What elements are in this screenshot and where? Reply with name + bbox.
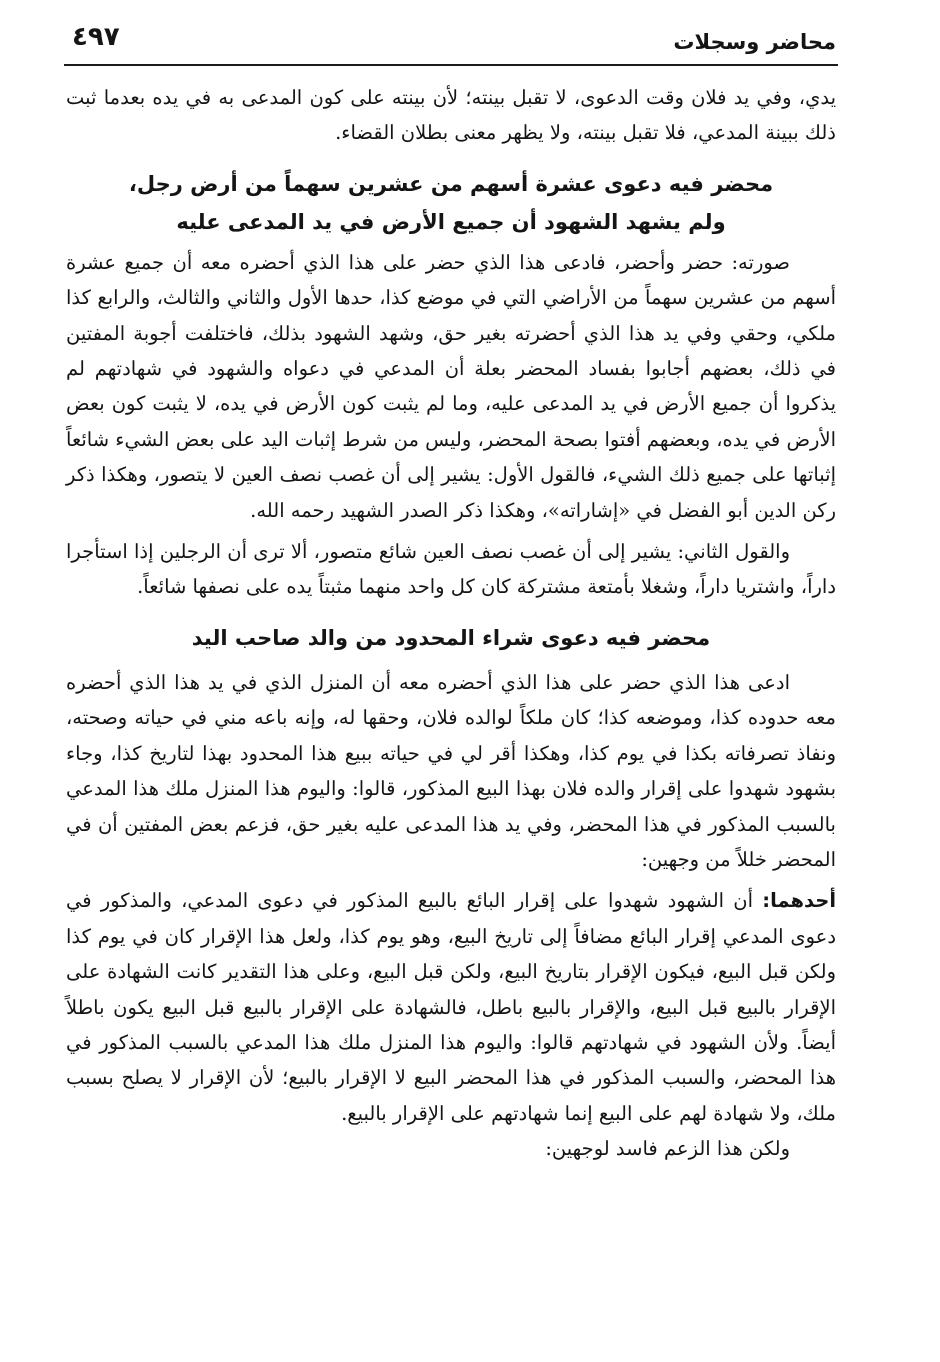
section-heading-1-line-1: محضر فيه دعوى عشرة أسهم من عشرين سهماً من أرض رجل، <box>128 171 774 196</box>
lead-in-term: أحدهما: <box>762 889 836 913</box>
section-heading-2-line: محضر فيه دعوى شراء المحدود من والد صاحب اليد <box>191 625 711 650</box>
paragraph-continuation: يدي، وفي يد فلان وقت الدعوى، لا تقبل بينته؛ لأن بينته على كون المدعى به في يده بعدما ثبت ذلك ببينة المدعي، فلا تقبل بينته، ولا يظهر معنى بطلان القضاء. <box>66 86 836 145</box>
running-title: محاضر وسجلات <box>673 30 836 54</box>
paragraph-second-opinion: والقول الثاني: يشير إلى أن غصب نصف العين شائع متصور، ألا ترى أن الرجلين إذا استأجرا داراً، واشتريا داراً، وشغلا بأمتعة مشتركة كان كل واحد منهما مثبتاً يده على نصفها شائعاً. <box>66 540 836 599</box>
page-number: ٤٩٧ <box>72 22 120 52</box>
paragraph-conclusion: ولكن هذا الزعم فاسد لوجهين: <box>545 1137 790 1161</box>
section-heading-2 <box>66 619 836 657</box>
paragraph-first-reason <box>66 883 836 1131</box>
paragraph-form: صورته: حضر وأحضر، فادعى هذا الذي حضر على هذا الذي أحضره معه أن جميع عشرة أسهم من عشرين سهماً من الأراضي التي في موضع كذا، حدها الأول والثاني والثالث، والرابع كذا ملكي، وحقي وفي يد هذا الذي أحضرته بغير حق، وشهد الشهود بذلك، فاختلفت أجوبة المفتين في ذلك، بعضهم أجابوا بفساد المحضر بعلة أن المدعي في دعواه والشهود في شهادتهم لم يذكروا أن جميع الأرض في يد المدعى عليه، وما لم يثبت كون الأرض في يده، لا يثبت كون بعض الأرض في يده، وبعضهم أفتوا بصحة المحضر، وليس من شرط إثبات اليد على بعض الشيء شائعاً إثباتها على جميع ذلك الشيء، فالقول الأول: يشير إلى أن غصب نصف العين لا يتصور، وهكذا ذكر ركن الدين أبو الفضل في «إشاراته»، وهكذا ذكر الصدر الشهيد رحمه الله. <box>66 250 836 522</box>
paragraph-first-reason-text: أن الشهود شهدوا على إقرار البائع بالبيع المذكور في دعوى المدعي، والمذكور في دعوى المدعي إقرار البائع مضافاً إلى تاريخ البيع، وهو يوم كذا، ولعل هذا الإقرار كان في يوم كذا ولكن قبل البيع، فيكون الإقرار بتاريخ البيع، ولكن قبل البيع، وعلى هذا التقدير كانت الشهادة على الإقرار بالبيع قبل البيع، والإقرار بالبيع باطل، فالشهادة على الإقرار بالبيع قبل البيع يكون باطلاً أيضاً. ولأن الشهود في شهادتهم قالوا: واليوم هذا المنزل ملك هذا المدعي بالسبب المذكور في هذا المحضر، والسبب المذكور في هذا المحضر البيع لا الإقرار بالبيع؛ لأن الإقرار لا يصلح بسبب ملك، ولا شهادة لهم على البيع إنما شهادتهم على الإقرار بالبيع. <box>66 889 836 1125</box>
body-text <box>66 80 836 1167</box>
section-heading-1-line-2: ولم يشهد الشهود أن جميع الأرض في يد المدعى عليه <box>176 209 726 234</box>
section-heading-1 <box>66 165 836 241</box>
header-divider <box>64 64 838 66</box>
page-header <box>64 18 836 64</box>
paragraph-claim: ادعى هذا الذي حضر على هذا الذي أحضره معه أن المنزل الذي في يد هذا الذي أحضره معه حدوده كذا، وموضعه كذا؛ كان ملكاً لوالده فلان، وحقها له، وإنه باعه مني في حياته وصحته، ونفاذ تصرفاته بكذا في يوم كذا، وهكذا أقر لي في حياته ببيع هذا المحدود بهذا لتاريخ كذا، وجاء بشهود شهدوا على إقرار والده فلان بهذا البيع المذكور، قالوا: واليوم هذا المنزل ملك هذا المدعي بالسبب المذكور في هذا المحضر، وفي يد هذا المدعى عليه بغير حق، فزعم بعض المفتين أن في المحضر خللاً من وجهين: <box>66 670 836 871</box>
